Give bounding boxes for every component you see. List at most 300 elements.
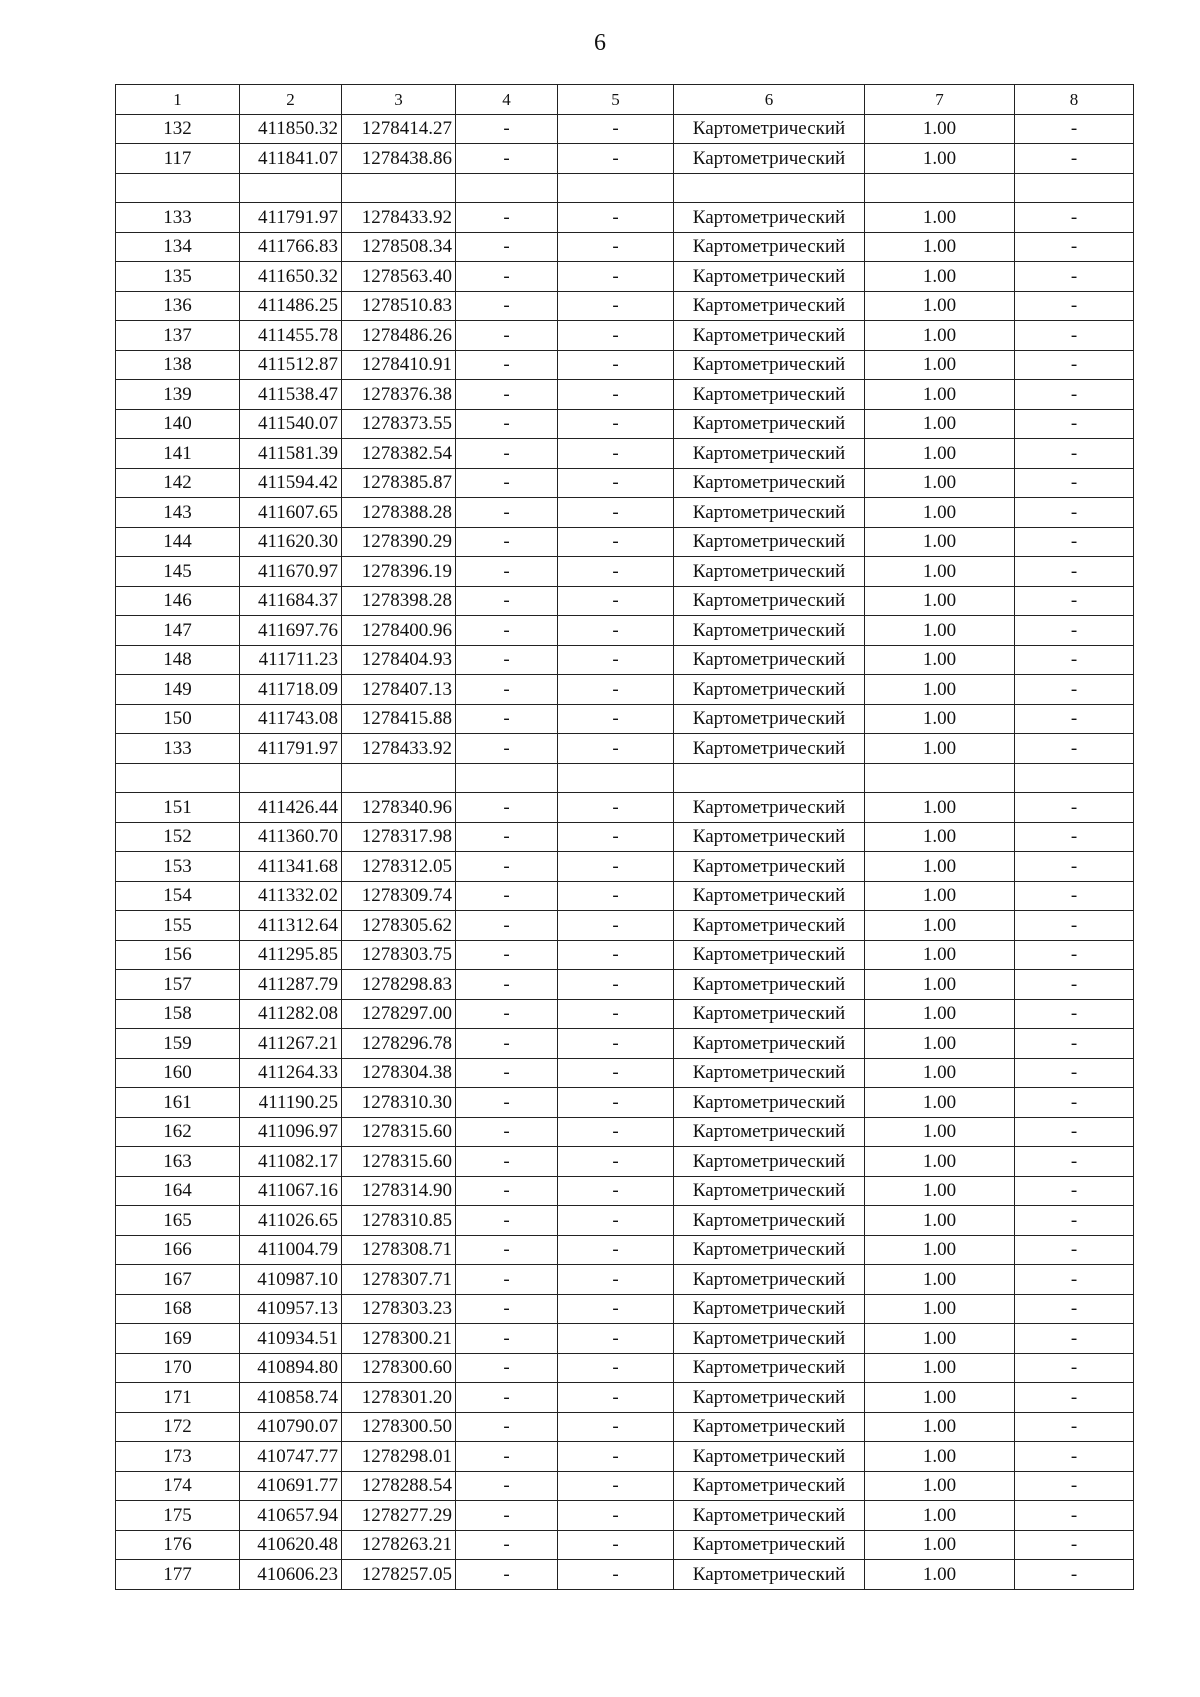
- table-cell: -: [1015, 1412, 1134, 1442]
- table-cell: [1015, 173, 1134, 203]
- table-row: [116, 1442, 1134, 1472]
- table-cell: -: [456, 232, 558, 262]
- table-cell: 1278297.00: [342, 999, 456, 1029]
- table-cell: 151: [116, 793, 240, 823]
- table-row: [116, 468, 1134, 498]
- table-cell: -: [558, 468, 674, 498]
- table-cell: -: [558, 1501, 674, 1531]
- table-cell: 159: [116, 1029, 240, 1059]
- table-cell: -: [558, 586, 674, 616]
- table-cell: -: [1015, 232, 1134, 262]
- table-cell: 1278382.54: [342, 439, 456, 469]
- table-cell: 1.00: [865, 1412, 1015, 1442]
- table-cell: 1278385.87: [342, 468, 456, 498]
- table-cell: 163: [116, 1147, 240, 1177]
- table-cell: -: [558, 1235, 674, 1265]
- table-cell: 1278257.05: [342, 1560, 456, 1590]
- table-cell: 142: [116, 468, 240, 498]
- table-cell: 162: [116, 1117, 240, 1147]
- table-row: [116, 439, 1134, 469]
- table-cell: 144: [116, 527, 240, 557]
- table-cell: Картометрический: [674, 439, 865, 469]
- table-cell: 1.00: [865, 645, 1015, 675]
- table-cell: 1.00: [865, 1471, 1015, 1501]
- table-row: [116, 203, 1134, 233]
- table-cell: 1.00: [865, 1353, 1015, 1383]
- table-cell: 411067.16: [240, 1176, 342, 1206]
- table-cell: -: [1015, 1235, 1134, 1265]
- table-cell: Картометрический: [674, 1176, 865, 1206]
- table-cell: 1.00: [865, 1265, 1015, 1295]
- table-cell: 170: [116, 1353, 240, 1383]
- table-cell: 154: [116, 881, 240, 911]
- table-cell: 1278438.86: [342, 144, 456, 174]
- table-cell: 1278263.21: [342, 1530, 456, 1560]
- table-cell: Картометрический: [674, 911, 865, 941]
- table-cell: -: [558, 911, 674, 941]
- table-cell: Картометрический: [674, 1235, 865, 1265]
- table-cell: Картометрический: [674, 1147, 865, 1177]
- table-cell: -: [558, 498, 674, 528]
- table-row: [116, 262, 1134, 292]
- table-row: [116, 1117, 1134, 1147]
- table-cell: Картометрический: [674, 498, 865, 528]
- table-cell: 1278314.90: [342, 1176, 456, 1206]
- table-cell: 411538.47: [240, 380, 342, 410]
- table-cell: 157: [116, 970, 240, 1000]
- table-cell: 1278508.34: [342, 232, 456, 262]
- table-cell: -: [1015, 1294, 1134, 1324]
- table-cell: 1.00: [865, 203, 1015, 233]
- table-cell: 410934.51: [240, 1324, 342, 1354]
- table-row: [116, 144, 1134, 174]
- table-cell: 410747.77: [240, 1442, 342, 1472]
- table-cell: -: [558, 1324, 674, 1354]
- table-cell: -: [456, 645, 558, 675]
- table-cell: 1.00: [865, 321, 1015, 351]
- table-cell: -: [558, 350, 674, 380]
- table-cell: 1278315.60: [342, 1147, 456, 1177]
- column-header: 1: [116, 85, 240, 115]
- table-cell: 1278315.60: [342, 1117, 456, 1147]
- table-cell: -: [1015, 409, 1134, 439]
- table-cell: -: [558, 409, 674, 439]
- table-cell: [558, 763, 674, 793]
- table-cell: Картометрический: [674, 822, 865, 852]
- table-row: [116, 616, 1134, 646]
- table-cell: Картометрический: [674, 409, 865, 439]
- table-cell: 1.00: [865, 1147, 1015, 1177]
- table-cell: -: [1015, 144, 1134, 174]
- table-cell: Картометрический: [674, 940, 865, 970]
- table-cell: 1.00: [865, 409, 1015, 439]
- table-cell: 411581.39: [240, 439, 342, 469]
- table-cell: -: [1015, 262, 1134, 292]
- table-cell: -: [456, 380, 558, 410]
- table-cell: 158: [116, 999, 240, 1029]
- table-cell: -: [1015, 557, 1134, 587]
- table-cell: -: [1015, 1353, 1134, 1383]
- table-cell: Картометрический: [674, 468, 865, 498]
- table-cell: Картометрический: [674, 1265, 865, 1295]
- table-cell: Картометрический: [674, 704, 865, 734]
- table-cell: -: [456, 1530, 558, 1560]
- table-cell: 1.00: [865, 144, 1015, 174]
- table-row: [116, 557, 1134, 587]
- table-cell: -: [456, 203, 558, 233]
- table-cell: -: [456, 616, 558, 646]
- table-cell: 139: [116, 380, 240, 410]
- table-cell: 177: [116, 1560, 240, 1590]
- table-row: [116, 763, 1134, 793]
- column-header: 8: [1015, 85, 1134, 115]
- table-cell: 411697.76: [240, 616, 342, 646]
- table-cell: -: [456, 557, 558, 587]
- table-cell: Картометрический: [674, 1117, 865, 1147]
- table-cell: -: [1015, 822, 1134, 852]
- table-cell: 411620.30: [240, 527, 342, 557]
- table-row: [116, 793, 1134, 823]
- table-cell: -: [558, 704, 674, 734]
- table-cell: 161: [116, 1088, 240, 1118]
- column-header: 5: [558, 85, 674, 115]
- table-cell: 146: [116, 586, 240, 616]
- table-cell: -: [558, 321, 674, 351]
- table-cell: -: [558, 262, 674, 292]
- column-header: 3: [342, 85, 456, 115]
- table-cell: -: [558, 1353, 674, 1383]
- table-cell: 141: [116, 439, 240, 469]
- table-cell: [558, 173, 674, 203]
- table-cell: -: [456, 675, 558, 705]
- table-cell: -: [1015, 1088, 1134, 1118]
- table-cell: -: [558, 1029, 674, 1059]
- table-cell: 1278296.78: [342, 1029, 456, 1059]
- table-cell: 1278300.60: [342, 1353, 456, 1383]
- table-row: [116, 1353, 1134, 1383]
- table-cell: 1.00: [865, 468, 1015, 498]
- table-cell: -: [1015, 675, 1134, 705]
- table-cell: 411743.08: [240, 704, 342, 734]
- table-cell: -: [456, 1501, 558, 1531]
- table-cell: -: [1015, 1176, 1134, 1206]
- table-cell: -: [1015, 1324, 1134, 1354]
- table-row: [116, 380, 1134, 410]
- table-cell: [116, 763, 240, 793]
- table-cell: -: [1015, 439, 1134, 469]
- table-cell: 411026.65: [240, 1206, 342, 1236]
- table-row: [116, 970, 1134, 1000]
- table-cell: Картометрический: [674, 1471, 865, 1501]
- table-cell: -: [558, 144, 674, 174]
- table-cell: -: [1015, 1530, 1134, 1560]
- table-cell: -: [1015, 1501, 1134, 1531]
- table-cell: 1278310.30: [342, 1088, 456, 1118]
- table-cell: 1278340.96: [342, 793, 456, 823]
- table-cell: 1278390.29: [342, 527, 456, 557]
- table-cell: -: [456, 498, 558, 528]
- table-cell: -: [558, 527, 674, 557]
- table-cell: -: [456, 852, 558, 882]
- table-cell: 1278433.92: [342, 734, 456, 764]
- table-cell: [456, 173, 558, 203]
- table-cell: -: [456, 409, 558, 439]
- table-cell: 156: [116, 940, 240, 970]
- table-row: [116, 232, 1134, 262]
- table-cell: -: [1015, 1058, 1134, 1088]
- table-cell: 150: [116, 704, 240, 734]
- table-cell: Картометрический: [674, 970, 865, 1000]
- table-cell: 166: [116, 1235, 240, 1265]
- table-cell: Картометрический: [674, 1029, 865, 1059]
- table-cell: -: [456, 911, 558, 941]
- table-cell: 174: [116, 1471, 240, 1501]
- table-cell: Картометрический: [674, 321, 865, 351]
- table-cell: [674, 173, 865, 203]
- table-cell: -: [1015, 1206, 1134, 1236]
- table-cell: -: [456, 1235, 558, 1265]
- table-cell: 1278303.75: [342, 940, 456, 970]
- table-cell: -: [1015, 1442, 1134, 1472]
- table-cell: 410987.10: [240, 1265, 342, 1295]
- table-cell: 1278373.55: [342, 409, 456, 439]
- table-cell: Картометрический: [674, 380, 865, 410]
- table-cell: -: [456, 1117, 558, 1147]
- table-cell: -: [456, 1147, 558, 1177]
- table-cell: 410657.94: [240, 1501, 342, 1531]
- table-cell: Картометрический: [674, 114, 865, 144]
- table-cell: -: [456, 468, 558, 498]
- table-cell: -: [456, 704, 558, 734]
- table-cell: Картометрический: [674, 1324, 865, 1354]
- table-cell: 411486.25: [240, 291, 342, 321]
- table-cell: -: [456, 114, 558, 144]
- table-cell: 147: [116, 616, 240, 646]
- table-cell: 171: [116, 1383, 240, 1413]
- table-row: [116, 1088, 1134, 1118]
- table-row: [116, 822, 1134, 852]
- table-cell: 411791.97: [240, 203, 342, 233]
- table-cell: -: [456, 1294, 558, 1324]
- table-cell: 1.00: [865, 291, 1015, 321]
- table-cell: -: [1015, 734, 1134, 764]
- table-cell: Картометрический: [674, 1442, 865, 1472]
- table-cell: 1.00: [865, 527, 1015, 557]
- table-cell: Картометрический: [674, 350, 865, 380]
- table-cell: -: [558, 1117, 674, 1147]
- table-row: [116, 852, 1134, 882]
- table-cell: 411594.42: [240, 468, 342, 498]
- table-cell: 1278404.93: [342, 645, 456, 675]
- table-cell: Картометрический: [674, 203, 865, 233]
- table-cell: -: [1015, 1029, 1134, 1059]
- table-cell: 411718.09: [240, 675, 342, 705]
- table-cell: 410691.77: [240, 1471, 342, 1501]
- table-cell: -: [456, 999, 558, 1029]
- table-row: [116, 1147, 1134, 1177]
- table-cell: 1278300.21: [342, 1324, 456, 1354]
- table-cell: -: [1015, 114, 1134, 144]
- table-cell: -: [1015, 1117, 1134, 1147]
- table-cell: -: [1015, 1383, 1134, 1413]
- table-cell: -: [558, 291, 674, 321]
- table-cell: -: [558, 1294, 674, 1324]
- table-cell: 411426.44: [240, 793, 342, 823]
- table-cell: -: [558, 114, 674, 144]
- table-cell: -: [456, 734, 558, 764]
- table-cell: 1278433.92: [342, 203, 456, 233]
- table-cell: -: [456, 1176, 558, 1206]
- table-cell: -: [1015, 468, 1134, 498]
- table-cell: 1.00: [865, 1501, 1015, 1531]
- table-cell: 411850.32: [240, 114, 342, 144]
- table-row: [116, 1324, 1134, 1354]
- table-cell: -: [1015, 527, 1134, 557]
- table-row: [116, 1058, 1134, 1088]
- table-cell: -: [1015, 616, 1134, 646]
- table-row: [116, 645, 1134, 675]
- table-cell: 1278317.98: [342, 822, 456, 852]
- table-row: [116, 704, 1134, 734]
- table-row: [116, 1294, 1134, 1324]
- table-cell: 173: [116, 1442, 240, 1472]
- table-cell: 1.00: [865, 1117, 1015, 1147]
- table-cell: 1278407.13: [342, 675, 456, 705]
- table-cell: 1.00: [865, 232, 1015, 262]
- table-cell: 1278410.91: [342, 350, 456, 380]
- table-cell: -: [1015, 203, 1134, 233]
- table-cell: Картометрический: [674, 999, 865, 1029]
- table-row: [116, 1530, 1134, 1560]
- table-cell: Картометрический: [674, 1383, 865, 1413]
- table-cell: -: [558, 970, 674, 1000]
- table-cell: -: [558, 1265, 674, 1295]
- table-cell: 1278312.05: [342, 852, 456, 882]
- table-cell: -: [558, 439, 674, 469]
- table-cell: 411004.79: [240, 1235, 342, 1265]
- table-cell: 1.00: [865, 616, 1015, 646]
- table-cell: 1.00: [865, 114, 1015, 144]
- table-cell: 1278308.71: [342, 1235, 456, 1265]
- coordinates-table: [115, 84, 1134, 1590]
- table-cell: -: [558, 380, 674, 410]
- table-cell: 165: [116, 1206, 240, 1236]
- table-cell: -: [456, 1029, 558, 1059]
- table-cell: 1.00: [865, 999, 1015, 1029]
- table-cell: 172: [116, 1412, 240, 1442]
- table-cell: Картометрический: [674, 232, 865, 262]
- table-header-row: [116, 85, 1134, 115]
- table-cell: 155: [116, 911, 240, 941]
- table-cell: -: [1015, 970, 1134, 1000]
- table-cell: -: [558, 1206, 674, 1236]
- table-cell: 1.00: [865, 970, 1015, 1000]
- table-cell: 138: [116, 350, 240, 380]
- table-cell: 411711.23: [240, 645, 342, 675]
- table-cell: -: [456, 1383, 558, 1413]
- table-cell: 1.00: [865, 675, 1015, 705]
- table-cell: -: [456, 586, 558, 616]
- table-cell: -: [1015, 645, 1134, 675]
- column-header: 6: [674, 85, 865, 115]
- table-cell: 148: [116, 645, 240, 675]
- table-row: [116, 350, 1134, 380]
- table-cell: [865, 173, 1015, 203]
- table-row: [116, 940, 1134, 970]
- table-row: [116, 1501, 1134, 1531]
- table-cell: [116, 173, 240, 203]
- table-cell: 410620.48: [240, 1530, 342, 1560]
- table-cell: 175: [116, 1501, 240, 1531]
- table-cell: 1.00: [865, 557, 1015, 587]
- column-header: 2: [240, 85, 342, 115]
- table-cell: Картометрический: [674, 1530, 865, 1560]
- table-cell: -: [456, 822, 558, 852]
- table-cell: -: [558, 1560, 674, 1590]
- table-cell: 176: [116, 1530, 240, 1560]
- table-cell: 411766.83: [240, 232, 342, 262]
- table-row: [116, 498, 1134, 528]
- table-cell: 411295.85: [240, 940, 342, 970]
- table-cell: -: [1015, 881, 1134, 911]
- table-cell: 1.00: [865, 498, 1015, 528]
- table-cell: 411455.78: [240, 321, 342, 351]
- table-cell: Картометрический: [674, 1560, 865, 1590]
- table-cell: -: [456, 1471, 558, 1501]
- table-cell: 164: [116, 1176, 240, 1206]
- table-cell: 411650.32: [240, 262, 342, 292]
- table-cell: -: [456, 1206, 558, 1236]
- table-row: [116, 586, 1134, 616]
- table-cell: 1.00: [865, 1088, 1015, 1118]
- table-cell: Картометрический: [674, 144, 865, 174]
- table-cell: -: [1015, 704, 1134, 734]
- table-cell: Картометрический: [674, 1353, 865, 1383]
- table-cell: 135: [116, 262, 240, 292]
- table-row: [116, 881, 1134, 911]
- table-cell: 1.00: [865, 1442, 1015, 1472]
- table-cell: Картометрический: [674, 1058, 865, 1088]
- table-cell: 1.00: [865, 262, 1015, 292]
- table-row: [116, 734, 1134, 764]
- table-cell: 410858.74: [240, 1383, 342, 1413]
- table-cell: 143: [116, 498, 240, 528]
- table-cell: 1.00: [865, 734, 1015, 764]
- table-row: [116, 291, 1134, 321]
- table-cell: -: [1015, 498, 1134, 528]
- table-cell: 1278310.85: [342, 1206, 456, 1236]
- table-cell: -: [558, 1471, 674, 1501]
- table-cell: 410957.13: [240, 1294, 342, 1324]
- table-cell: -: [456, 527, 558, 557]
- table-cell: -: [1015, 793, 1134, 823]
- table-row: [116, 1029, 1134, 1059]
- table-cell: 1278510.83: [342, 291, 456, 321]
- table-cell: [240, 763, 342, 793]
- table-cell: 1.00: [865, 1324, 1015, 1354]
- table-cell: Картометрический: [674, 291, 865, 321]
- table-cell: 411512.87: [240, 350, 342, 380]
- table-cell: -: [1015, 1471, 1134, 1501]
- table-cell: 1.00: [865, 1383, 1015, 1413]
- table-cell: -: [1015, 380, 1134, 410]
- table-cell: 152: [116, 822, 240, 852]
- table-cell: Картометрический: [674, 586, 865, 616]
- table-cell: 1278414.27: [342, 114, 456, 144]
- table-cell: -: [456, 321, 558, 351]
- table-cell: Картометрический: [674, 645, 865, 675]
- table-cell: 1278376.38: [342, 380, 456, 410]
